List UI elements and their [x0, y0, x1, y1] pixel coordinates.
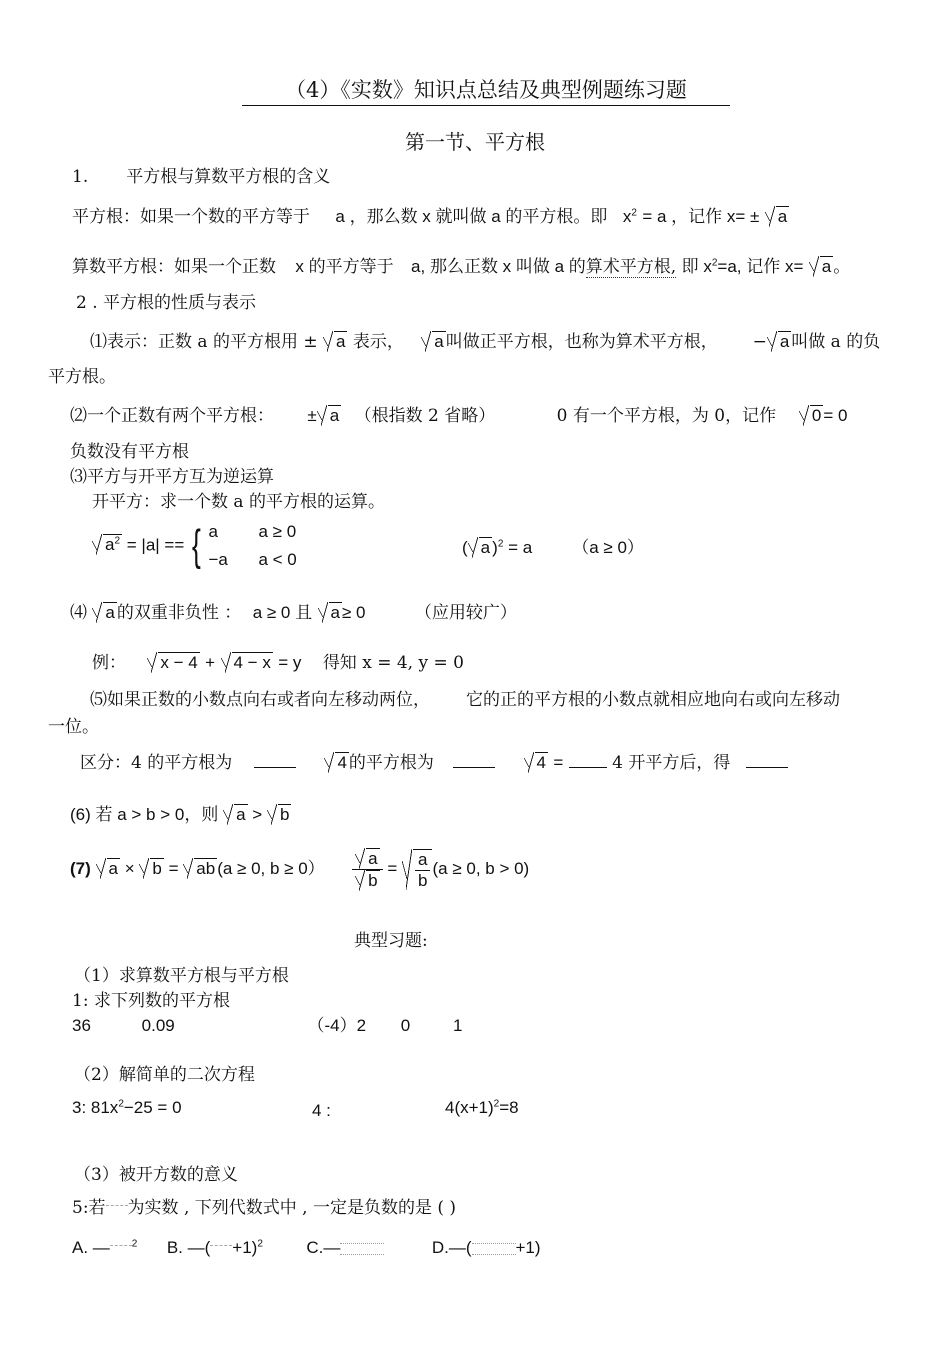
- sqrt-a: a: [767, 331, 791, 352]
- question-4-equation: $4(x+1)^2=8$: [445, 1098, 519, 1117]
- sqrt-a: a: [318, 602, 342, 623]
- property-2-cont: 负数没有平方根: [70, 442, 189, 462]
- term-arithmetic-root: 算术平方根,: [585, 257, 677, 277]
- sqrt-a: a: [96, 858, 120, 879]
- sqrt-a: a: [421, 331, 445, 352]
- answer-blank[interactable]: [254, 753, 296, 768]
- question-1-items: 36 0.09 （-4）2 0 1: [72, 1016, 463, 1035]
- property-1: ⑴表示：正数 a 的平方根用 ± a 表示， a 叫做正平方根，也称为算术平方根， − a 叫做 a 的负: [90, 332, 881, 352]
- property-6: (6) 若 a > b > 0，则 a > b: [70, 805, 290, 824]
- option-c[interactable]: C.—: [306, 1238, 384, 1257]
- illegible-expression: [110, 1245, 132, 1252]
- subheading-2: 2 . 平方根的性质与表示: [76, 293, 257, 313]
- distinction-line: 区分：4 的平方根为 4 的平方根为 4 = 4 开平方后，得: [80, 748, 788, 773]
- answer-blank[interactable]: [453, 753, 495, 768]
- sqrt-a-squared: $a^2$: [92, 534, 122, 555]
- exercise-section-3: （3）被开方数的意义: [74, 1165, 238, 1185]
- property-3: ⑶平方与开平方互为逆运算: [70, 467, 274, 487]
- property-5-cont: 一位。: [48, 717, 99, 737]
- property-7: (7) a × b = ab (a ≥ 0, b ≥ 0） $\frac{a}{b}$ = $\frac{a}{b}$ (a ≥ 0, b > 0): [70, 849, 530, 890]
- sqrt-fraction: $\frac{a}{b}$: [402, 849, 432, 890]
- question-1: 1: 求下列数的平方根: [72, 991, 230, 1011]
- sqrt-x-minus-4: x − 4: [147, 652, 199, 673]
- fraction-sqrt: $\frac{a}{b}$: [352, 848, 382, 891]
- example-line: 例： x − 4 + 4 − x = y 得知 x = 4, y = 0: [92, 653, 464, 673]
- sqrt-b: b: [139, 858, 163, 879]
- question-3: 3: $81x^2-25 = 0$: [72, 1098, 182, 1117]
- sqrt-a: a: [468, 537, 492, 558]
- brace-icon: {: [191, 521, 201, 570]
- option-b[interactable]: B. —( +1)$^2$: [166, 1238, 263, 1257]
- sqrt-zero: 0: [799, 405, 823, 426]
- page-title: （4）《实数》知识点总结及典型例题练习题: [242, 74, 730, 106]
- sqrt-b: b: [267, 804, 291, 825]
- illegible-expression: [472, 1243, 516, 1255]
- sqrt-a: a: [765, 206, 789, 227]
- illegible-expression: [340, 1243, 384, 1255]
- question-5-options: [72, 1238, 541, 1258]
- subheading-1: 1. 平方根与算数平方根的含义: [72, 167, 331, 187]
- question-4: 4 :: [312, 1101, 331, 1120]
- property-1-cont: 平方根。: [48, 367, 116, 387]
- exercise-section-2: （2）解简单的二次方程: [74, 1065, 255, 1085]
- answer-blank[interactable]: [746, 753, 788, 768]
- answer-blank[interactable]: [569, 753, 607, 768]
- square-of-root-formula: ( a )$^2$ = a （a ≥ 0）: [462, 538, 644, 557]
- question-5: 5:若 为实数 , 下列代数式中 , 一定是负数的是 ( ): [72, 1198, 457, 1218]
- abs-value-formula: $a^2 = |a|$ == { a a ≥ 0 −a a < 0: [92, 518, 297, 574]
- illegible-variable: [106, 1205, 128, 1212]
- illegible-expression: [210, 1245, 232, 1252]
- property-4: ⑷ a 的双重非负性 ： a ≥ 0 且 a ≥ 0 （应用较广）: [70, 603, 517, 623]
- sqrt-a: a: [223, 804, 247, 825]
- exercise-section-1: （1）求算数平方根与平方根: [74, 966, 289, 986]
- sqrt-ab: ab: [183, 858, 217, 879]
- section-heading: 第一节、平方根: [405, 130, 545, 154]
- option-d[interactable]: D.—( +1): [431, 1238, 541, 1257]
- sqrt-4: 4: [324, 752, 348, 773]
- sqrt-4-minus-x: 4 − x: [221, 652, 273, 673]
- definition-square-root: 平方根：如果一个数的平方等于 a ，那么数 x 就叫做 a 的平方根。即 $x^2 = a$ ，记作 x= ± a: [72, 207, 788, 227]
- exercises-heading: 典型习题:: [354, 931, 428, 951]
- sqrt-a: a: [317, 405, 341, 426]
- definition-arithmetic-root: 算数平方根：如果一个正数 x 的平方等于 a, 那么正数 x 叫做 a 的算术平方根, 即 $x^2=a$, 记作 x= a 。: [72, 257, 851, 277]
- property-5: ⑸如果正数的小数点向右或者向左移动两位， 它的正的平方根的小数点就相应地向右或向左移动: [90, 690, 840, 710]
- sqrt-a: a: [323, 331, 347, 352]
- property-2: ⑵一个正数有两个平方根： ± a （根指数 2 省略） 0 有一个平方根，为 0，记作 0 = 0: [70, 406, 848, 426]
- option-a[interactable]: A. — $^2$: [72, 1238, 138, 1257]
- sqrt-4: 4: [524, 752, 548, 773]
- piecewise-cases: a a ≥ 0 −a a < 0: [208, 522, 297, 569]
- sqrt-a: a: [809, 256, 833, 277]
- property-3-desc: 开平方：求一个数 a 的平方根的运算。: [92, 492, 385, 512]
- sqrt-a: a: [92, 602, 116, 623]
